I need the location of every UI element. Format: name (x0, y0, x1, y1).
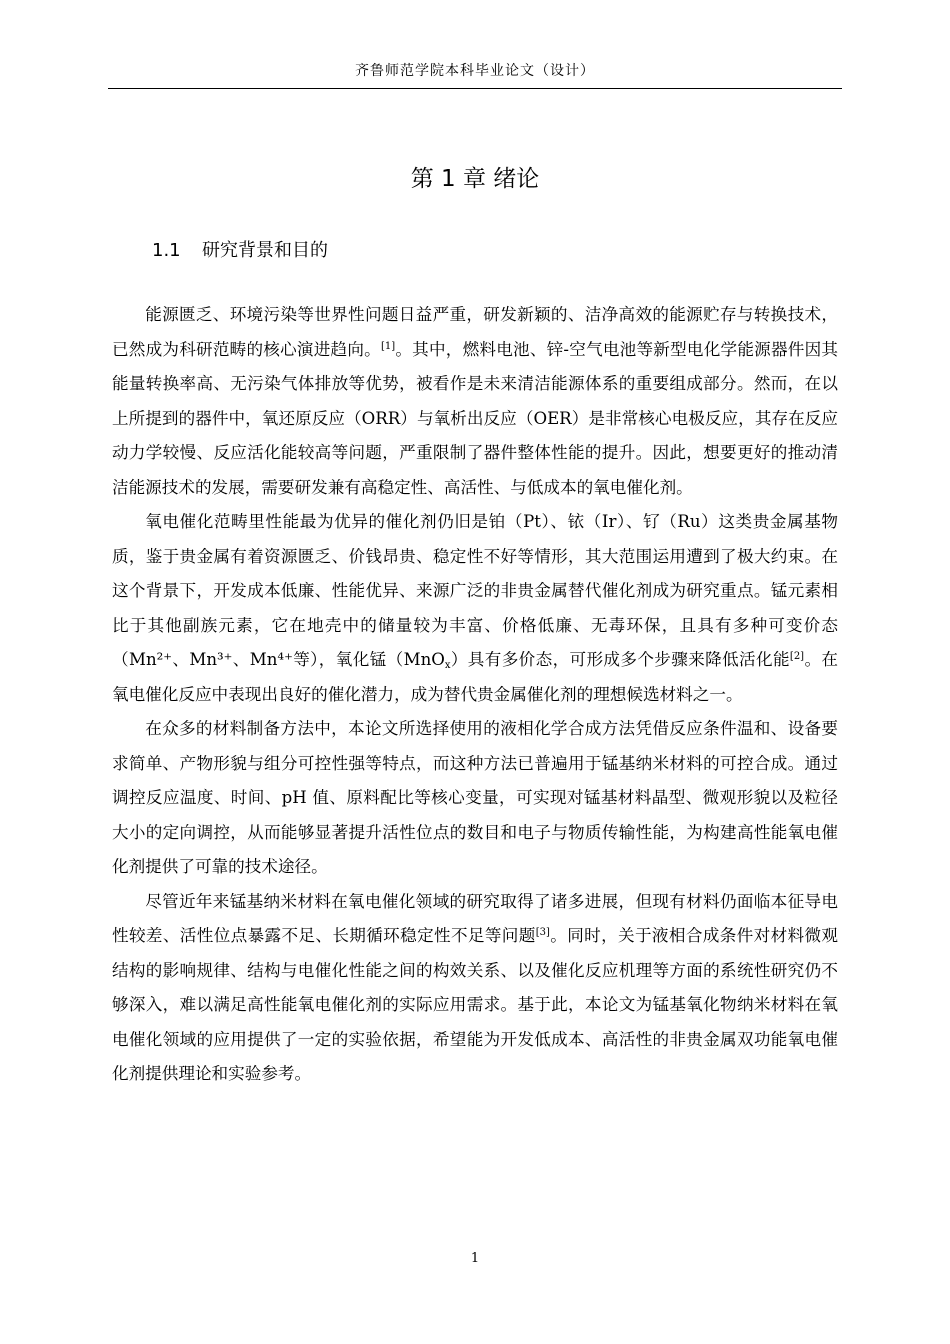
citation: [1] (380, 340, 396, 352)
page-number: 1 (470, 1251, 480, 1266)
section-title: 研究背景和目的 (202, 240, 328, 261)
paragraph-4 (112, 885, 838, 1092)
paragraph-text: 。同时，关于液相合成条件对材料微观结构的影响规律、结构与电催化性能之间的构效关系、以及催化反应机理等方面的系统性研究仍不够深入，难以满足高性能氧电催化剂的实际应用需求。基于此，本论文为锰基氧化物纳米材料在氧电催化领域的应用提供了一定的实验依据，希望能为开发低成本、高活性的非贵金属双功能氧电催化剂提供理论和实验参考。 (112, 926, 839, 1083)
chapter-title: 第 1 章 绪论 (410, 166, 540, 192)
paragraph-text: 氧电催化范畴里性能最为优异的催化剂仍旧是铂（Pt）、铱（Ir）、钌（Ru）这类贵金属基物质，鉴于贵金属有着资源匮乏、价钱昂贵、稳定性不好等情形，其大范围运用遭到了极大约束。在这个背景下，开发成本低廉、性能优异、来源广泛的非贵金属替代催化剂成为研究重点。锰元素相比于其他副族元素，它在地壳中的储量较为丰富、价格低廉、无毒环保，且具有多种可变价态（Mn²⁺、Mn³⁺、Mn⁴⁺等），氧化锰（MnO (112, 512, 838, 669)
running-header: 齐鲁师范学院本科毕业论文（设计） (355, 63, 595, 79)
paragraph-text: 。在氧电催化反应中表现出良好的催化潜力，成为替代贵金属催化剂的理想候选材料之一。 (112, 650, 838, 704)
paragraph-text: 能源匮乏、环境污染等世界性问题日益严重，研发新颖的、洁净高效的能源贮存与转换技术，已然成为科研范畴的核心演进趋向。 (112, 305, 838, 359)
subscript: x (444, 660, 451, 671)
body-text (112, 298, 838, 1092)
section-heading (152, 236, 328, 262)
paragraph-3: 在众多的材料制备方法中，本论文所选择使用的液相化学合成方法凭借反应条件温和、设备要求简单、产物形貌与组分可控性强等特点，而这种方法已普遍用于锰基纳米材料的可控合成。通过调控反应温度、时间、pH 值、原料配比等核心变量，可实现对锰基材料晶型、微观形貌以及粒径大小的定向调控，从而能够显著提升活性位点的数目和电子与物质传输性能，为构建高性能氧电催化剂提供了可靠的技术途径。 (112, 719, 838, 876)
paragraph-2 (112, 505, 838, 712)
section-number: 1.1 (152, 240, 181, 261)
paragraph-text: 尽管近年来锰基纳米材料在氧电催化领域的研究取得了诸多进展，但现有材料仍面临本征导电性较差、活性位点暴露不足、长期循环稳定性不足等问题 (112, 891, 838, 945)
citation: [2] (789, 651, 805, 662)
paragraph-text: ）具有多价态，可形成多个步骤来降低活化能 (450, 650, 790, 669)
paragraph-text: 。其中，燃料电池、锌-空气电池等新型电化学能源器件因其能量转换率高、无污染气体排放等优势，被看作是未来清洁能源体系的重要组成部分。然而，在以上所提到的器件中，氧还原反应（ORR）与氧析出反应（OER）是非常核心电极反应，其存在反应动力学较慢、反应活化能较高等问题，严重限制了器件整体性能的提升。因此，想要更好的推动清洁能源技术的发展，需要研发兼有高稳定性、高活性、与低成本的氧电催化剂。 (112, 339, 838, 497)
header-divider (108, 88, 842, 89)
citation: [3] (535, 927, 550, 938)
paragraph-1 (112, 298, 838, 505)
